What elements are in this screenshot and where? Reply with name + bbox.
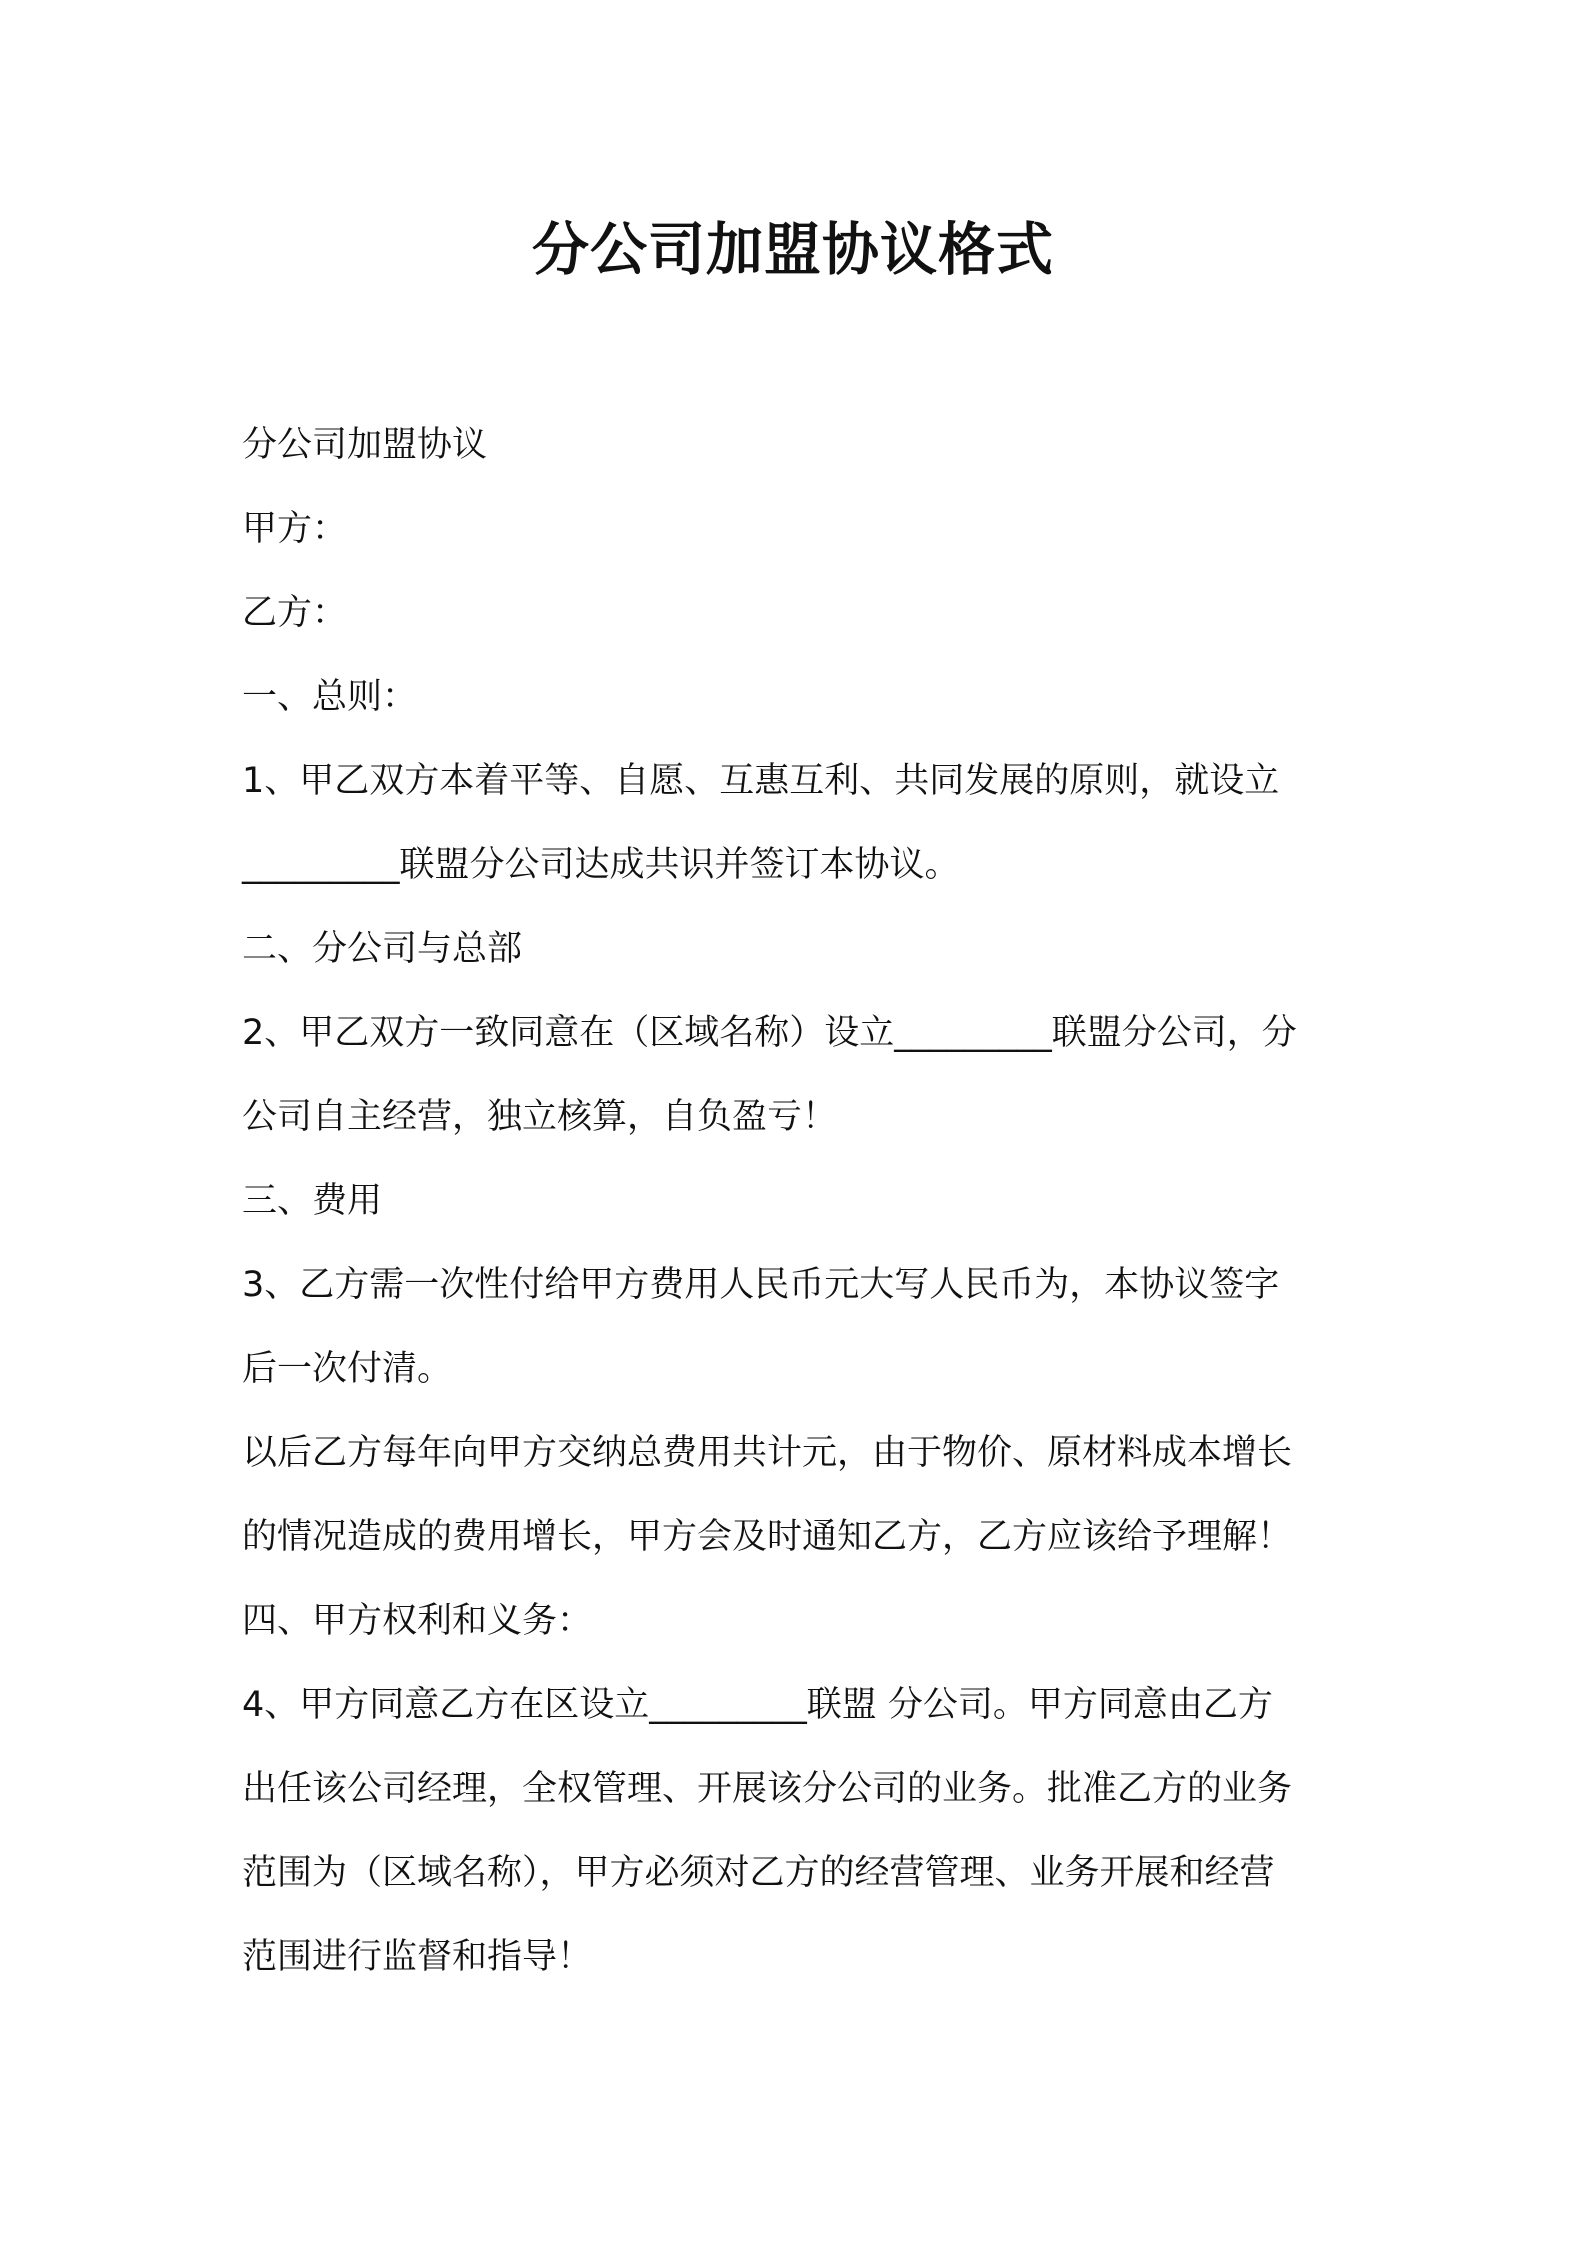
clause-4-line-2: 出任该公司经理，全权管理、开展该分公司的业务。批准乙方的业务 — [242, 1769, 1293, 1809]
clause-4-line-4: 范围进行监督和指导！ — [242, 1937, 593, 1977]
clause-4-line-3: 范围为（区域名称），甲方必须对乙方的经营管理、业务开展和经营 — [242, 1853, 1275, 1893]
document-title: 分公司加盟协议格式 — [532, 217, 1054, 283]
document-body — [242, 403, 1362, 1999]
line-agreement-name: 分公司加盟协议 — [242, 425, 488, 465]
clause-3-line-1: 3、乙方需一次性付给甲方费用人民币元大写人民币为，本协议签字 — [242, 1265, 1280, 1305]
section-heading-fees: 三、费用 — [242, 1181, 383, 1221]
clause-3-line-4: 的情况造成的费用增长，甲方会及时通知乙方，乙方应该给予理解！ — [242, 1517, 1293, 1557]
clause-4-line-1: 4、甲方同意乙方在区设立_________联盟 分公司。甲方同意由乙方 — [242, 1685, 1273, 1725]
clause-2-line-2: 公司自主经营，独立核算，自负盈亏！ — [242, 1097, 838, 1137]
clause-1-line-1: 1、甲乙双方本着平等、自愿、互惠互利、共同发展的原则，就设立 — [242, 761, 1280, 801]
line-party-b: 乙方： — [242, 593, 348, 633]
clause-1-line-2: _________联盟分公司达成共识并签订本协议。 — [242, 845, 960, 885]
section-heading-general: 一、总则： — [242, 677, 418, 717]
clause-3-line-2: 后一次付清。 — [242, 1349, 453, 1389]
clause-2-line-1: 2、甲乙双方一致同意在（区域名称）设立_________联盟分公司，分 — [242, 1013, 1297, 1053]
clause-3-line-3: 以后乙方每年向甲方交纳总费用共计元，由于物价、原材料成本增长 — [242, 1433, 1293, 1473]
line-party-a: 甲方： — [242, 509, 348, 549]
section-heading-party-a-rights: 四、甲方权利和义务： — [242, 1601, 593, 1641]
section-heading-branch-hq: 二、分公司与总部 — [242, 929, 523, 969]
